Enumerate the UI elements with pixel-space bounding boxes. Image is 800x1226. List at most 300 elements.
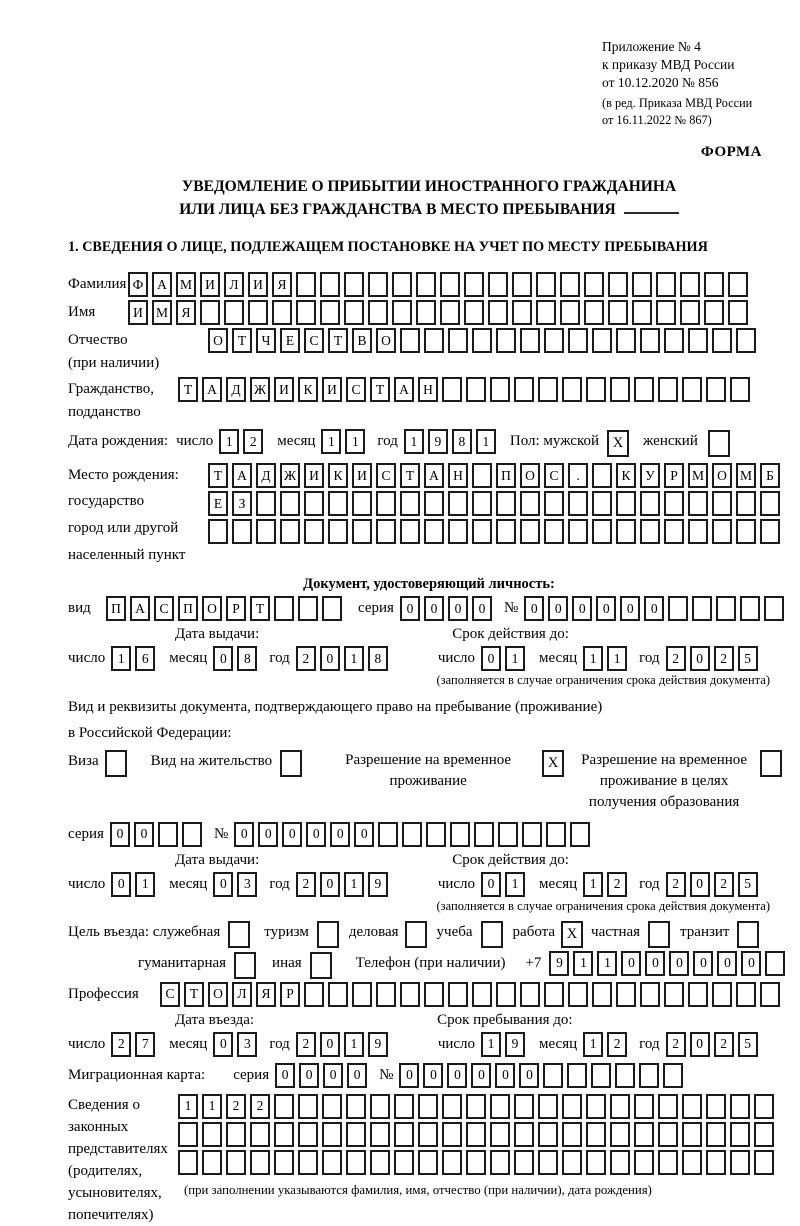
char-box[interactable]: Р — [280, 982, 300, 1007]
char-box[interactable] — [370, 1094, 390, 1119]
char-box[interactable] — [664, 982, 684, 1007]
char-box[interactable] — [424, 519, 444, 544]
char-box[interactable]: П — [106, 596, 126, 621]
char-box[interactable]: 0 — [620, 596, 640, 621]
char-box[interactable]: 8 — [237, 646, 257, 671]
char-box[interactable]: 9 — [428, 429, 448, 454]
char-box[interactable] — [610, 1094, 630, 1119]
char-box[interactable]: С — [304, 328, 324, 353]
char-box[interactable] — [352, 491, 372, 516]
char-box[interactable]: 0 — [320, 646, 340, 671]
char-box[interactable] — [304, 491, 324, 516]
char-box[interactable]: П — [178, 596, 198, 621]
char-box[interactable] — [704, 300, 724, 325]
char-box[interactable] — [658, 377, 678, 402]
char-box[interactable]: 2 — [607, 1032, 627, 1057]
char-box[interactable] — [376, 519, 396, 544]
char-box[interactable] — [568, 982, 588, 1007]
char-box[interactable] — [392, 272, 412, 297]
char-box[interactable] — [272, 300, 292, 325]
char-box[interactable] — [394, 1122, 414, 1147]
char-box[interactable] — [512, 272, 532, 297]
char-box[interactable]: 2 — [296, 872, 316, 897]
char-box[interactable]: И — [352, 463, 372, 488]
char-box[interactable]: К — [298, 377, 318, 402]
char-box[interactable]: 7 — [135, 1032, 155, 1057]
char-box[interactable] — [298, 1094, 318, 1119]
char-box[interactable] — [208, 519, 228, 544]
char-box[interactable] — [498, 822, 518, 847]
char-box[interactable]: И — [304, 463, 324, 488]
char-box[interactable] — [346, 1094, 366, 1119]
char-box[interactable] — [200, 300, 220, 325]
char-box[interactable] — [328, 491, 348, 516]
char-box[interactable] — [544, 491, 564, 516]
char-box[interactable]: 5 — [738, 646, 758, 671]
char-box[interactable] — [584, 300, 604, 325]
char-box[interactable] — [488, 272, 508, 297]
char-box[interactable]: 0 — [519, 1063, 539, 1088]
char-box[interactable] — [442, 377, 462, 402]
char-box[interactable] — [224, 300, 244, 325]
char-box[interactable] — [760, 519, 780, 544]
char-box[interactable] — [248, 300, 268, 325]
char-box[interactable] — [712, 491, 732, 516]
char-box[interactable] — [450, 822, 470, 847]
char-box[interactable]: 1 — [505, 646, 525, 671]
char-box[interactable] — [668, 596, 688, 621]
purpose-private-checkbox[interactable] — [648, 921, 670, 948]
char-box[interactable] — [634, 377, 654, 402]
char-box[interactable]: 0 — [330, 822, 350, 847]
char-box[interactable]: З — [232, 491, 252, 516]
char-box[interactable] — [640, 519, 660, 544]
char-box[interactable] — [682, 1094, 702, 1119]
char-box[interactable] — [400, 519, 420, 544]
char-box[interactable]: 0 — [690, 1032, 710, 1057]
char-box[interactable]: 1 — [505, 872, 525, 897]
char-box[interactable] — [591, 1063, 611, 1088]
char-box[interactable]: 0 — [693, 951, 713, 976]
char-box[interactable] — [232, 519, 252, 544]
char-box[interactable] — [680, 272, 700, 297]
char-box[interactable] — [400, 328, 420, 353]
char-box[interactable] — [592, 491, 612, 516]
char-box[interactable] — [616, 982, 636, 1007]
char-box[interactable] — [440, 272, 460, 297]
char-box[interactable]: 1 — [597, 951, 617, 976]
char-box[interactable]: 1 — [344, 872, 364, 897]
char-box[interactable] — [632, 272, 652, 297]
char-box[interactable]: 0 — [320, 1032, 340, 1057]
char-box[interactable] — [640, 491, 660, 516]
char-box[interactable]: Т — [400, 463, 420, 488]
char-box[interactable]: 0 — [111, 872, 131, 897]
char-box[interactable]: 1 — [202, 1094, 222, 1119]
char-box[interactable]: С — [544, 463, 564, 488]
char-box[interactable]: 0 — [447, 1063, 467, 1088]
char-box[interactable]: Т — [232, 328, 252, 353]
char-box[interactable] — [202, 1150, 222, 1175]
char-box[interactable] — [568, 328, 588, 353]
char-box[interactable] — [586, 1150, 606, 1175]
char-box[interactable] — [658, 1150, 678, 1175]
char-box[interactable] — [664, 328, 684, 353]
char-box[interactable]: 1 — [344, 646, 364, 671]
char-box[interactable] — [274, 1150, 294, 1175]
char-box[interactable] — [466, 1150, 486, 1175]
char-box[interactable] — [730, 1150, 750, 1175]
char-box[interactable]: Е — [208, 491, 228, 516]
char-box[interactable]: О — [208, 982, 228, 1007]
char-box[interactable] — [760, 491, 780, 516]
char-box[interactable] — [464, 300, 484, 325]
char-box[interactable] — [322, 1122, 342, 1147]
char-box[interactable] — [464, 272, 484, 297]
char-box[interactable] — [250, 1122, 270, 1147]
char-box[interactable]: 0 — [481, 646, 501, 671]
char-box[interactable]: О — [208, 328, 228, 353]
char-box[interactable]: 0 — [548, 596, 568, 621]
char-box[interactable] — [496, 519, 516, 544]
char-box[interactable]: Ч — [256, 328, 276, 353]
char-box[interactable] — [688, 328, 708, 353]
char-box[interactable]: М — [736, 463, 756, 488]
char-box[interactable]: 2 — [296, 646, 316, 671]
char-box[interactable] — [656, 272, 676, 297]
char-box[interactable] — [712, 982, 732, 1007]
sex-male-checkbox[interactable]: X — [607, 430, 629, 457]
char-box[interactable] — [346, 1150, 366, 1175]
char-box[interactable]: 2 — [243, 429, 263, 454]
char-box[interactable] — [514, 377, 534, 402]
char-box[interactable]: 2 — [250, 1094, 270, 1119]
char-box[interactable] — [488, 300, 508, 325]
char-box[interactable] — [560, 300, 580, 325]
char-box[interactable] — [416, 300, 436, 325]
char-box[interactable] — [754, 1150, 774, 1175]
char-box[interactable] — [416, 272, 436, 297]
char-box[interactable] — [352, 519, 372, 544]
char-box[interactable] — [490, 1122, 510, 1147]
char-box[interactable] — [706, 1122, 726, 1147]
char-box[interactable]: А — [394, 377, 414, 402]
char-box[interactable]: 0 — [717, 951, 737, 976]
char-box[interactable] — [370, 1150, 390, 1175]
char-box[interactable] — [754, 1094, 774, 1119]
char-box[interactable]: 0 — [354, 822, 374, 847]
char-box[interactable]: 1 — [573, 951, 593, 976]
char-box[interactable]: А — [232, 463, 252, 488]
char-box[interactable] — [424, 982, 444, 1007]
char-box[interactable] — [634, 1150, 654, 1175]
char-box[interactable] — [520, 519, 540, 544]
char-box[interactable] — [394, 1150, 414, 1175]
char-box[interactable] — [178, 1150, 198, 1175]
char-box[interactable] — [706, 1094, 726, 1119]
char-box[interactable] — [544, 519, 564, 544]
char-box[interactable] — [639, 1063, 659, 1088]
char-box[interactable] — [740, 596, 760, 621]
char-box[interactable]: 1 — [583, 646, 603, 671]
char-box[interactable]: Е — [280, 328, 300, 353]
char-box[interactable]: 0 — [282, 822, 302, 847]
char-box[interactable]: 0 — [495, 1063, 515, 1088]
char-box[interactable]: И — [200, 272, 220, 297]
char-box[interactable]: И — [248, 272, 268, 297]
char-box[interactable] — [466, 1122, 486, 1147]
char-box[interactable] — [368, 272, 388, 297]
char-box[interactable] — [496, 982, 516, 1007]
char-box[interactable]: 1 — [481, 1032, 501, 1057]
char-box[interactable]: О — [376, 328, 396, 353]
char-box[interactable] — [304, 982, 324, 1007]
char-box[interactable] — [520, 982, 540, 1007]
char-box[interactable]: 0 — [596, 596, 616, 621]
char-box[interactable] — [536, 272, 556, 297]
char-box[interactable] — [442, 1150, 462, 1175]
char-box[interactable] — [538, 1122, 558, 1147]
char-box[interactable] — [158, 822, 178, 847]
char-box[interactable] — [256, 491, 276, 516]
char-box[interactable]: 2 — [226, 1094, 246, 1119]
char-box[interactable]: 0 — [690, 646, 710, 671]
char-box[interactable] — [490, 377, 510, 402]
char-box[interactable]: 2 — [666, 872, 686, 897]
char-box[interactable] — [656, 300, 676, 325]
char-box[interactable] — [592, 328, 612, 353]
char-box[interactable] — [322, 1094, 342, 1119]
char-box[interactable] — [274, 1122, 294, 1147]
char-box[interactable] — [490, 1150, 510, 1175]
char-box[interactable]: 0 — [471, 1063, 491, 1088]
char-box[interactable] — [570, 822, 590, 847]
char-box[interactable] — [182, 822, 202, 847]
char-box[interactable] — [296, 272, 316, 297]
char-box[interactable] — [562, 377, 582, 402]
char-box[interactable]: 8 — [368, 646, 388, 671]
char-box[interactable]: Я — [176, 300, 196, 325]
char-box[interactable]: 5 — [738, 872, 758, 897]
char-box[interactable]: 9 — [368, 1032, 388, 1057]
char-box[interactable] — [736, 982, 756, 1007]
char-box[interactable] — [664, 491, 684, 516]
char-box[interactable]: Н — [448, 463, 468, 488]
char-box[interactable]: 0 — [347, 1063, 367, 1088]
char-box[interactable] — [466, 377, 486, 402]
char-box[interactable]: 0 — [690, 872, 710, 897]
char-box[interactable] — [608, 300, 628, 325]
char-box[interactable]: А — [152, 272, 172, 297]
char-box[interactable] — [322, 1150, 342, 1175]
char-box[interactable] — [730, 1122, 750, 1147]
char-box[interactable]: М — [152, 300, 172, 325]
char-box[interactable] — [274, 596, 294, 621]
char-box[interactable] — [586, 1094, 606, 1119]
char-box[interactable]: 6 — [135, 646, 155, 671]
char-box[interactable] — [328, 519, 348, 544]
char-box[interactable]: 9 — [549, 951, 569, 976]
char-box[interactable]: О — [712, 463, 732, 488]
char-box[interactable]: Ф — [128, 272, 148, 297]
char-box[interactable]: С — [154, 596, 174, 621]
char-box[interactable]: 2 — [296, 1032, 316, 1057]
char-box[interactable] — [514, 1122, 534, 1147]
char-box[interactable]: И — [128, 300, 148, 325]
char-box[interactable]: 2 — [714, 872, 734, 897]
char-box[interactable] — [658, 1094, 678, 1119]
char-box[interactable] — [543, 1063, 563, 1088]
char-box[interactable] — [764, 596, 784, 621]
char-box[interactable]: 2 — [607, 872, 627, 897]
char-box[interactable]: 0 — [213, 646, 233, 671]
char-box[interactable]: Я — [256, 982, 276, 1007]
char-box[interactable]: 0 — [213, 1032, 233, 1057]
char-box[interactable]: Д — [256, 463, 276, 488]
char-box[interactable] — [448, 982, 468, 1007]
char-box[interactable] — [560, 272, 580, 297]
char-box[interactable] — [615, 1063, 635, 1088]
char-box[interactable] — [322, 596, 342, 621]
char-box[interactable] — [765, 951, 785, 976]
char-box[interactable] — [728, 300, 748, 325]
char-box[interactable] — [544, 982, 564, 1007]
char-box[interactable] — [250, 1150, 270, 1175]
char-box[interactable] — [344, 300, 364, 325]
char-box[interactable]: 0 — [320, 872, 340, 897]
char-box[interactable]: 9 — [505, 1032, 525, 1057]
char-box[interactable]: 0 — [481, 872, 501, 897]
char-box[interactable]: 0 — [400, 596, 420, 621]
char-box[interactable] — [520, 328, 540, 353]
char-box[interactable] — [490, 1094, 510, 1119]
char-box[interactable] — [538, 1094, 558, 1119]
char-box[interactable] — [592, 982, 612, 1007]
char-box[interactable]: 1 — [476, 429, 496, 454]
char-box[interactable] — [424, 328, 444, 353]
char-box[interactable]: 2 — [666, 1032, 686, 1057]
char-box[interactable]: М — [176, 272, 196, 297]
char-box[interactable] — [704, 272, 724, 297]
char-box[interactable]: 8 — [452, 429, 472, 454]
char-box[interactable]: 1 — [583, 1032, 603, 1057]
char-box[interactable]: 0 — [448, 596, 468, 621]
char-box[interactable] — [400, 491, 420, 516]
char-box[interactable]: Ж — [280, 463, 300, 488]
char-box[interactable] — [536, 300, 556, 325]
char-box[interactable] — [202, 1122, 222, 1147]
char-box[interactable] — [562, 1094, 582, 1119]
char-box[interactable] — [472, 519, 492, 544]
char-box[interactable] — [712, 328, 732, 353]
char-box[interactable] — [320, 300, 340, 325]
char-box[interactable] — [298, 596, 318, 621]
char-box[interactable] — [378, 822, 398, 847]
char-box[interactable] — [716, 596, 736, 621]
char-box[interactable] — [376, 982, 396, 1007]
char-box[interactable] — [320, 272, 340, 297]
char-box[interactable]: 0 — [134, 822, 154, 847]
char-box[interactable] — [610, 1150, 630, 1175]
char-box[interactable]: Л — [224, 272, 244, 297]
char-box[interactable] — [522, 822, 542, 847]
char-box[interactable]: И — [274, 377, 294, 402]
char-box[interactable] — [706, 377, 726, 402]
char-box[interactable] — [472, 491, 492, 516]
char-box[interactable] — [736, 491, 756, 516]
char-box[interactable] — [376, 491, 396, 516]
char-box[interactable] — [616, 519, 636, 544]
char-box[interactable] — [567, 1063, 587, 1088]
char-box[interactable] — [682, 1150, 702, 1175]
char-box[interactable]: 1 — [345, 429, 365, 454]
char-box[interactable] — [298, 1122, 318, 1147]
char-box[interactable] — [610, 1122, 630, 1147]
char-box[interactable]: 0 — [472, 596, 492, 621]
char-box[interactable] — [592, 463, 612, 488]
purpose-study-checkbox[interactable] — [481, 921, 503, 948]
char-box[interactable]: 5 — [738, 1032, 758, 1057]
char-box[interactable]: 0 — [275, 1063, 295, 1088]
sex-female-checkbox[interactable] — [708, 430, 730, 457]
char-box[interactable]: А — [424, 463, 444, 488]
char-box[interactable] — [736, 328, 756, 353]
char-box[interactable] — [610, 377, 630, 402]
char-box[interactable] — [370, 1122, 390, 1147]
char-box[interactable] — [226, 1122, 246, 1147]
char-box[interactable]: Б — [760, 463, 780, 488]
char-box[interactable] — [706, 1150, 726, 1175]
char-box[interactable] — [426, 822, 446, 847]
char-box[interactable] — [514, 1150, 534, 1175]
char-box[interactable]: К — [616, 463, 636, 488]
char-box[interactable]: 3 — [237, 872, 257, 897]
char-box[interactable]: И — [322, 377, 342, 402]
char-box[interactable] — [680, 300, 700, 325]
char-box[interactable]: У — [640, 463, 660, 488]
edu-permit-checkbox[interactable] — [760, 750, 782, 777]
char-box[interactable] — [418, 1150, 438, 1175]
char-box[interactable]: В — [352, 328, 372, 353]
char-box[interactable] — [274, 1094, 294, 1119]
char-box[interactable] — [640, 328, 660, 353]
char-box[interactable] — [344, 272, 364, 297]
char-box[interactable]: 0 — [306, 822, 326, 847]
char-box[interactable] — [328, 982, 348, 1007]
char-box[interactable]: 1 — [111, 646, 131, 671]
char-box[interactable] — [472, 463, 492, 488]
char-box[interactable] — [304, 519, 324, 544]
char-box[interactable] — [418, 1094, 438, 1119]
char-box[interactable]: 0 — [741, 951, 761, 976]
char-box[interactable] — [568, 491, 588, 516]
char-box[interactable]: Д — [226, 377, 246, 402]
char-box[interactable] — [256, 519, 276, 544]
char-box[interactable]: Ж — [250, 377, 270, 402]
char-box[interactable] — [592, 519, 612, 544]
char-box[interactable] — [562, 1122, 582, 1147]
char-box[interactable] — [688, 491, 708, 516]
char-box[interactable] — [640, 982, 660, 1007]
char-box[interactable]: 1 — [607, 646, 627, 671]
visa-checkbox[interactable] — [105, 750, 127, 777]
char-box[interactable]: 1 — [404, 429, 424, 454]
char-box[interactable]: 2 — [714, 646, 734, 671]
char-box[interactable] — [448, 328, 468, 353]
char-box[interactable] — [682, 377, 702, 402]
char-box[interactable]: Я — [272, 272, 292, 297]
char-box[interactable] — [692, 596, 712, 621]
